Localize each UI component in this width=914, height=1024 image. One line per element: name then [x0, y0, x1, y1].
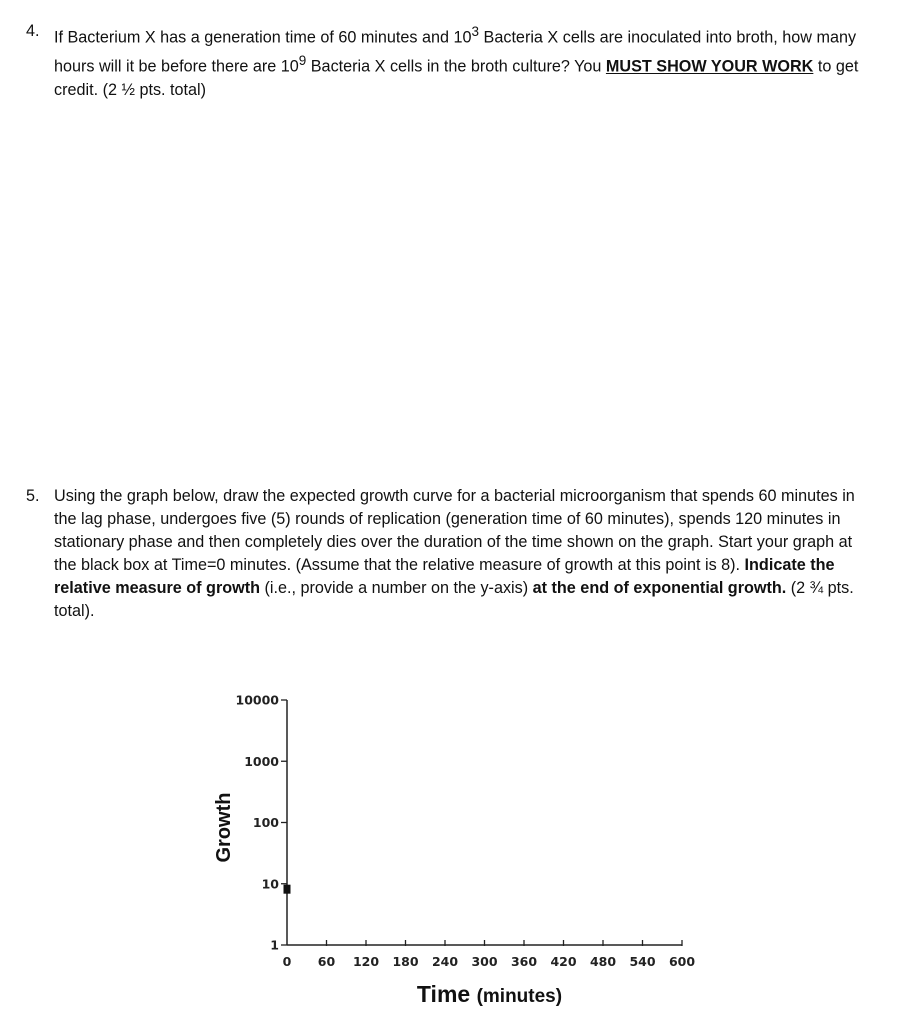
question-5-number: 5.	[26, 487, 40, 505]
y-tick-label: 1	[270, 937, 279, 953]
q4-exponent: 3	[471, 24, 480, 39]
x-tick-label: 0	[282, 954, 292, 969]
q4-text-part: Bacteria X cells are inoculated into broth, how many hours will it be before there are 10	[54, 28, 857, 76]
y-tick-label: 1000	[244, 753, 279, 769]
x-tick-label: 60	[317, 954, 336, 969]
x-tick-label: 360	[510, 954, 538, 969]
q5-bold: Indicate the relative measure of growth	[54, 556, 835, 597]
x-axis-title	[417, 981, 562, 1007]
x-axis-title-main: Time	[416, 981, 477, 1007]
y-tick-label: 10	[261, 876, 279, 892]
q4-emphasis: MUST SHOW YOUR WORK	[605, 57, 814, 76]
start-marker-box	[284, 885, 291, 894]
question-5-text	[54, 485, 876, 623]
question-5	[26, 485, 876, 623]
y-tick-label: 10000	[235, 692, 279, 708]
x-axis-title-unit: (minutes)	[476, 986, 563, 1007]
question-4	[26, 20, 876, 102]
question-4-text	[54, 20, 876, 102]
x-tick-label: 600	[668, 954, 696, 969]
q5-text-part: Using the graph below, draw the expected growth curve for a bacterial microorganism that spends 60 minutes in the lag phase, undergoes five (5) rounds of replication (generation time of 60 minutes), spends 120 minutes in stationary phase and then completely dies over the duration of the time shown on the graph. Start your graph at the black box at Time=0 minutes. (Assume that the relative measure of growth at this point is 8).	[54, 487, 855, 574]
q4-text-part: to get credit. (2 ½ pts. total)	[54, 57, 859, 99]
x-tick-label: 120	[352, 954, 380, 969]
x-tick-label: 300	[471, 954, 498, 969]
q5-text-part: (i.e., provide a number on the y-axis)	[260, 579, 533, 597]
question-4-number: 4.	[26, 22, 40, 40]
q5-text-part: (2 ¾ pts. total).	[54, 579, 854, 620]
x-tick-label: 420	[550, 954, 577, 969]
q4-text-part: Bacteria X cells in the broth culture? You	[306, 57, 606, 76]
growth-chart	[190, 670, 730, 1010]
q4-text-part: If Bacterium X has a generation time of 60 minutes and 10	[54, 28, 472, 47]
q5-bold: at the end of exponential growth.	[532, 579, 787, 597]
y-axis-title: Growth	[213, 792, 235, 863]
q4-exponent: 9	[298, 53, 307, 69]
x-tick-label: 480	[589, 954, 617, 969]
x-tick-label: 540	[629, 954, 656, 969]
y-tick-label: 100	[252, 815, 279, 830]
x-tick-label: 180	[392, 954, 419, 969]
x-tick-label: 240	[431, 954, 459, 969]
